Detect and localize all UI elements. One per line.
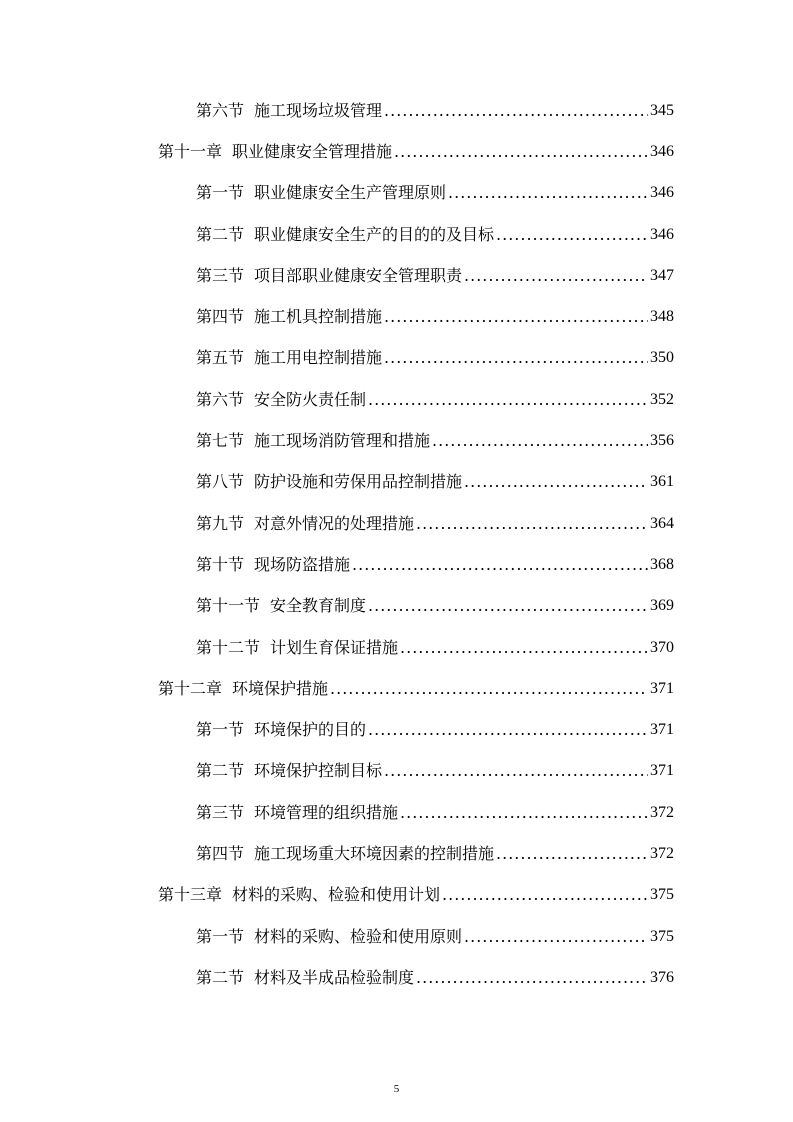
entry-title: 安全教育制度 xyxy=(270,596,367,616)
dot-leader xyxy=(464,266,648,286)
dot-leader xyxy=(368,720,648,740)
entry-title: 职业健康安全生产的目的的及目标 xyxy=(254,224,495,244)
toc-entry[interactable] xyxy=(0,173,793,214)
toc-entry[interactable] xyxy=(0,420,793,461)
dot-leader xyxy=(442,885,648,905)
entry-label: 第四节 xyxy=(196,843,245,863)
entry-page-number: 372 xyxy=(650,803,674,821)
dot-leader xyxy=(416,514,648,534)
entry-label: 第一节 xyxy=(196,183,245,203)
entry-title: 施工现场消防管理和措施 xyxy=(254,431,431,451)
toc-entry[interactable] xyxy=(0,544,793,585)
entry-title: 环境管理的组织措施 xyxy=(254,802,399,822)
table-of-contents xyxy=(0,90,793,999)
dot-leader xyxy=(368,390,648,410)
dot-leader xyxy=(400,638,648,658)
dot-leader xyxy=(464,472,648,492)
entry-page-number: 364 xyxy=(650,514,674,532)
entry-page-number: 361 xyxy=(650,473,674,491)
entry-page-number: 346 xyxy=(650,225,674,243)
entry-label: 第八节 xyxy=(196,472,245,492)
toc-entry[interactable] xyxy=(0,131,793,172)
entry-label: 第三节 xyxy=(196,265,245,285)
entry-page-number: 346 xyxy=(650,184,674,202)
toc-entry[interactable] xyxy=(0,627,793,668)
entry-label: 第十二章 xyxy=(158,678,223,698)
entry-title: 对意外情况的处理措施 xyxy=(254,513,415,533)
entry-label: 第十一节 xyxy=(196,596,261,616)
dot-leader xyxy=(330,679,648,699)
toc-entry[interactable] xyxy=(0,338,793,379)
toc-entry[interactable] xyxy=(0,751,793,792)
entry-page-number: 371 xyxy=(650,762,674,780)
entry-label: 第二节 xyxy=(196,761,245,781)
dot-leader xyxy=(384,761,648,781)
page-number: 5 xyxy=(393,1083,400,1095)
entry-page-number: 370 xyxy=(650,638,674,656)
entry-title: 项目部职业健康安全管理职责 xyxy=(254,265,463,285)
dot-leader xyxy=(432,431,648,451)
dot-leader xyxy=(384,101,648,121)
dot-leader xyxy=(384,307,648,327)
entry-label: 第十二节 xyxy=(196,637,261,657)
entry-title: 施工机具控制措施 xyxy=(254,307,383,327)
entry-page-number: 375 xyxy=(650,927,674,945)
entry-title: 环境保护措施 xyxy=(232,678,329,698)
entry-title: 施工现场垃圾管理 xyxy=(254,100,383,120)
entry-label: 第九节 xyxy=(196,513,245,533)
entry-page-number: 371 xyxy=(650,679,674,697)
dot-leader xyxy=(400,803,648,823)
entry-title: 材料的采购、检验和使用原则 xyxy=(254,926,463,946)
toc-entry[interactable] xyxy=(0,462,793,503)
entry-page-number: 352 xyxy=(650,390,674,408)
toc-entry[interactable] xyxy=(0,792,793,833)
entry-title: 安全防火责任制 xyxy=(254,389,367,409)
entry-title: 计划生育保证措施 xyxy=(270,637,399,657)
entry-page-number: 350 xyxy=(650,349,674,367)
entry-label: 第六节 xyxy=(196,389,245,409)
entry-label: 第十三章 xyxy=(158,885,223,905)
toc-entry[interactable] xyxy=(0,214,793,255)
dot-leader xyxy=(496,225,648,245)
dot-leader xyxy=(464,927,648,947)
dot-leader xyxy=(394,142,648,162)
entry-page-number: 375 xyxy=(650,886,674,904)
entry-title: 环境保护的目的 xyxy=(254,720,367,740)
entry-page-number: 348 xyxy=(650,308,674,326)
entry-label: 第一节 xyxy=(196,720,245,740)
dot-leader xyxy=(368,596,648,616)
entry-page-number: 369 xyxy=(650,597,674,615)
toc-entry[interactable] xyxy=(0,709,793,750)
toc-entry[interactable] xyxy=(0,379,793,420)
toc-entry[interactable] xyxy=(0,296,793,337)
entry-page-number: 356 xyxy=(650,432,674,450)
entry-title: 环境保护控制目标 xyxy=(254,761,383,781)
entry-label: 第四节 xyxy=(196,307,245,327)
toc-entry[interactable] xyxy=(0,875,793,916)
entry-title: 施工用电控制措施 xyxy=(254,348,383,368)
toc-entry[interactable] xyxy=(0,916,793,957)
entry-title: 职业健康安全管理措施 xyxy=(232,141,393,161)
entry-label: 第十节 xyxy=(196,554,245,574)
entry-label: 第二节 xyxy=(196,224,245,244)
toc-entry[interactable] xyxy=(0,255,793,296)
dot-leader xyxy=(384,348,648,368)
entry-label: 第二节 xyxy=(196,967,245,987)
entry-page-number: 371 xyxy=(650,721,674,739)
entry-page-number: 347 xyxy=(650,266,674,284)
dot-leader xyxy=(496,844,648,864)
entry-page-number: 345 xyxy=(650,101,674,119)
dot-leader xyxy=(352,555,648,575)
dot-leader xyxy=(448,183,648,203)
toc-entry[interactable] xyxy=(0,503,793,544)
dot-leader xyxy=(416,968,648,988)
toc-entry[interactable] xyxy=(0,90,793,131)
toc-entry[interactable] xyxy=(0,668,793,709)
entry-label: 第一节 xyxy=(196,926,245,946)
entry-title: 防护设施和劳保用品控制措施 xyxy=(254,472,463,492)
entry-label: 第六节 xyxy=(196,100,245,120)
entry-title: 材料及半成品检验制度 xyxy=(254,967,415,987)
entry-title: 现场防盗措施 xyxy=(254,554,351,574)
toc-entry[interactable] xyxy=(0,833,793,874)
entry-page-number: 368 xyxy=(650,555,674,573)
entry-label: 第七节 xyxy=(196,431,245,451)
entry-label: 第十一章 xyxy=(158,141,223,161)
toc-entry[interactable] xyxy=(0,957,793,998)
toc-entry[interactable] xyxy=(0,586,793,627)
entry-title: 材料的采购、检验和使用计划 xyxy=(232,885,441,905)
entry-label: 第五节 xyxy=(196,348,245,368)
entry-page-number: 372 xyxy=(650,844,674,862)
entry-title: 施工现场重大环境因素的控制措施 xyxy=(254,843,495,863)
entry-page-number: 376 xyxy=(650,968,674,986)
entry-label: 第三节 xyxy=(196,802,245,822)
entry-title: 职业健康安全生产管理原则 xyxy=(254,183,447,203)
entry-page-number: 346 xyxy=(650,142,674,160)
